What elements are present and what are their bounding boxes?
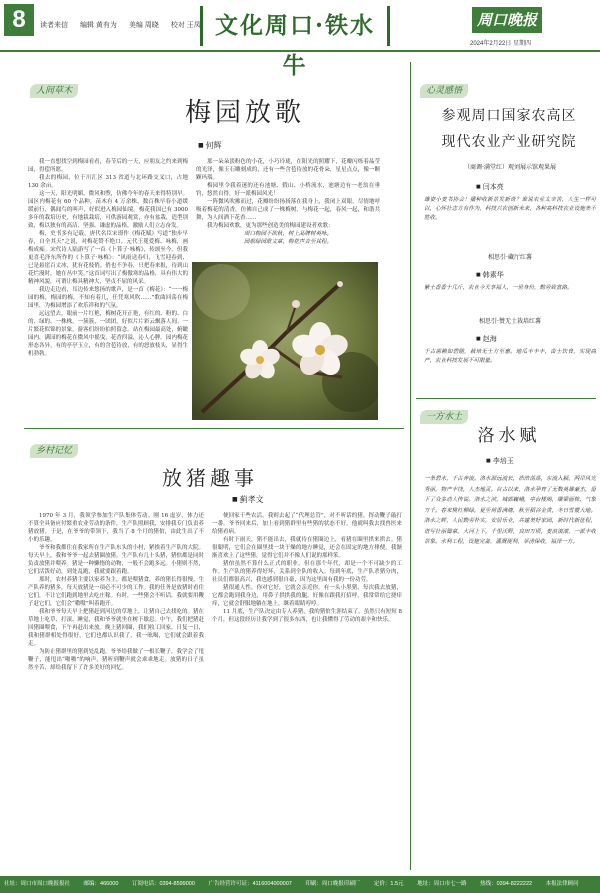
section-tag-art1: 人间草木 bbox=[30, 84, 78, 98]
article-body-fangzhu-col1: 1970 年 3 月，我领学参加生产队集体劳动。刚 16 虚岁，体力还不算全具备应付繁重农业劳动的条件，生产队照顾我，安排我专门负责养猪放猪。于是，在爷爷的带领下，我当了 8 个月的猪倌，由此生出了不小的乐趣。 爷爷和我都住在我家所在生产队东头的小村，紧挨着生产队的大院。每天早上，我和爷爷一起去猪圈放猪。生产队有几十头猪，猪倌都是同时负责放猪并喂养。猪是一种懒惰的动物，一般不会跑多远。小猪则不然，它们活泼好动，到处乱跑，我就要跟着跑。 那时，农村养猪主要以家养为主，都是喂猪食，养的猪长得很慢。生产队养的猪多，每天放猪是一项必不可少的工作。我的任务是放猪时看住它们，不让它们跑到地里去吃庄稼。有时，一些猪会不听话，我就要用鞭子赶它们，它们会“嗷嗷”叫着跑开。 我和爷爷每天早上把猪赶到河边的草地上，让猪自己去找吃的。猪在草地上吃草、打滚、睡觉，我和爷爷就坐在树下歇息。中午，我们把猪赶回猪圈喂食，下午再赶出来放。晚上猪回圈，我们收工回家。日复一日，我和猪群相处得很好，它们也都认识我了，我一吆喝，它们就会跟着我走。 为防止猪群里的猪到处乱跑，爷爷给我做了一根长鞭子，我学会了甩鞭子，能甩出“啪啪”的响声，猪听到鞭声就会乖乖地走。放猪的日子虽然辛苦，却给我留下了许多美好的回忆。 bbox=[28, 513, 204, 671]
article-author-meiyuan: ■ 何辉 bbox=[198, 140, 222, 151]
right-author-2: ■ 韩素华 bbox=[476, 270, 504, 280]
article-poem-meiyuan-line1: 周口梅园不欲秋，树上品牌树英咏。 bbox=[243, 231, 332, 237]
credit-proof: 校对 王凤 bbox=[170, 22, 201, 29]
article-title-meiyuan: 梅园放歌 bbox=[184, 98, 305, 128]
right-title-luoshui: 洛水赋 bbox=[477, 426, 541, 446]
footer-item-0: 社址：周口市周口晚报报社 bbox=[4, 881, 71, 887]
footer-item-2: 订阅电话：0394-8599000 bbox=[131, 881, 195, 887]
credit-designer: 美编 周晓 bbox=[128, 22, 159, 29]
footer-item-3: 广告经营许可证：4116004000007 bbox=[208, 881, 292, 887]
plum-blossom-image bbox=[192, 262, 378, 420]
right-subtitle: （商调·满堂红）观刘展示馆观果展 bbox=[464, 164, 556, 171]
page-header bbox=[0, 0, 600, 79]
right-poem-1: 雄姿小麦书协会！播种收新景发新奇？谁说农业太辛苦，人生一样可以，心怀壮志方有作为，科技兴农创新未来，各种高科技农业设施美不胜收。 bbox=[424, 197, 596, 221]
article-divider bbox=[24, 428, 404, 429]
right-poem-2: 紫土香香十几斤，农业今天享福人，一世身份，勤劳致富路。 bbox=[424, 285, 573, 291]
section-tag-art2: 乡村记忆 bbox=[30, 444, 78, 458]
issue-date: 2024年2月22日 星期四 bbox=[470, 41, 532, 47]
right-author-1: ■ 闫本亮 bbox=[476, 182, 504, 192]
footer-item-1: 邮编：466000 bbox=[83, 881, 119, 887]
credit-editor: 读者来信 bbox=[40, 22, 68, 29]
right-author-luoshui: ■ 李培玉 bbox=[486, 456, 514, 466]
footer-item-6: 地址：周口市七一路 bbox=[417, 881, 467, 887]
right-title-line1: 参观周口国家农高区 bbox=[441, 108, 577, 124]
page-footer bbox=[0, 876, 600, 893]
right-title-line2: 现代农业产业研究院 bbox=[441, 134, 577, 150]
right-poem-luoshui: 一条碧水，千古奔流。洛水源远流长，浩浩荡荡，东流入颍。两岸风光秀丽，物产丰饶，人杰地灵。自古以来，洛水孕育了无数英雄豪杰，留下了众多动人传说。洛水之滨，城郭巍峨，亭台楼阁，雕梁画栋，气象万千。春来桃红柳绿，夏至荷香满塘，秋至稻谷金黄，冬日雪覆大地。洛水之畔，人民勤劳朴实，安居乐业，共建美好家园，新时代新征程，谱写壮丽篇章。大河上下，千里沃野，良田万顷，麦浪滚滚，一派丰收景象。水利工程，设施完备，灌溉便利，旱涝保收，福泽一方。 bbox=[424, 476, 596, 545]
right-author-3: ■ 赵海 bbox=[476, 334, 497, 344]
footer-item-5: 定价：1.5元 bbox=[373, 881, 404, 887]
article-body-meiyuan-col1: 我一直想找空到梅园看看，春节后的一天，应朋友之约来到梅园，得偿所愿。 我去的梅园，位于川汇区 313 省道与北环路交叉口，占地 130 余亩。 这一天，阳光明媚，微风和煦，仿佛今年的春天来得特别早。园区内梅花有 60 个品种，苗木有 4 万余株，数百株早春小道缓缓前行，偶闻鸟的叫声，好似进入梅园仙境。梅花我国已有 3000 多年的栽培历史，有地栽栽培，可供游园观赏，亦有盆栽，造型别致，梅以独有的高洁、坚强、谦虚的品格，激励人们立志奋发。 梅，史书多有记载。唐代名臣宋璟作《梅花赋》写道“独步早春，自全其天”之说，对梅花赞不绝口。元代王冕爱梅、咏梅，画梅成痴。宋代诗人陆游写了一首《卜算子·咏梅》，传颂至今。但我更喜毛泽东所作的《卜算子·咏梅》：“风雨送春归，飞雪迎春到，已是悬崖百丈冰，犹有花枝俏。俏也不争春，只把春来报，待到山花烂漫时，她在丛中笑。”这首词写出了梅傲寒的品格，具有伟大的精神风貌，可谓让梅具精神大，坚贞不屈的风采。 我边走边看，耳边传来悠扬的歌声，是一首《梅花》：“一一梅园的梅，梅园的梅，不知有着几，任凭寒风吹……”歌曲回荡在梅园里，为梅园增添了欢乐祥和的气氛。 远远望去，眼前一片红艳，梅树花开正艳，有红的、粉的、白的、绿的，一株株，一簇簇，一团团，好似片片彩云飘落人间。一片繁花似锦的景象，游客们纷纷拍照留念。站在梅园最高处，俯瞰园内，满园的梅花在微风中摇曳，花香四溢，沁人心脾。园内梅花形态各异，有的亭亭玉立，有的含苞待放，有的怒放枝头，显得生机勃勃。 bbox=[28, 159, 188, 357]
right-sign-1: 相思引·藏厅红薯 bbox=[488, 254, 532, 261]
editor-credits bbox=[40, 20, 211, 30]
right-sign-2: 相思引·赞无土栽培红薯 bbox=[479, 318, 541, 325]
credit-editor2: 编辑 黄有为 bbox=[79, 22, 117, 29]
section-title: 文化周口·铁水牛 bbox=[200, 6, 390, 46]
article-author-fangzhu: ■ 蓟孝文 bbox=[232, 494, 264, 505]
footer-item-8: 本报法律顾问 bbox=[545, 881, 579, 887]
article-poem-meiyuan-line2: 园歌绿园歌文章，梅花声音至其程。 bbox=[243, 239, 332, 245]
article-body-meiyuan-col2: 那一朵朵淡粉色的小花，小巧玲珑，在阳光的照耀下，花瓣闪烁着晶莹的光泽，像玉石雕刻成的，还有一些含苞待放的花骨朵，星星点点，像一颗颗玛瑙。 梅园里令我着迷的还有池塘、假山、小桥流水，池塘边有一老翁在垂钓，悠然自得，好一派梅园风光！ 一阵微风吹拂而过，花瓣纷纷扬扬落在我身上，我闭上双眼，尽情地呼吸着梅花的清香，仿佛自己成了一株梅树，与梅花一起，春风一起，和谐共舞，为人间洒下花香…… 我为梅园欢歌，更为那些创造美的梅园建设者欢歌： 周口梅园不欲秋，树上品牌树英咏。 园歌绿园歌文章，梅花声音至其程。 bbox=[196, 159, 380, 245]
header-rule bbox=[0, 50, 600, 52]
newspaper-logo: 周口晚报 bbox=[472, 7, 542, 33]
section-tag-right1: 心灵感悟 bbox=[420, 84, 468, 98]
article-body-fangzhu-col2: 便回家干些农活，我则去起了“代理总管”，对不听话的猪，挥动鞭子敲打一番。爷爷回来后，加上看到猪群里有些猪的状态不好，他就叫我去找兽医来给猪看病。 有时下雨天，猪不能出去，我就待在猪圈边上，看猪在圈里拱来拱去。猪很聪明，它们会在圈里找一块干燥的地方睡觉，还会在固定的地方排便。我渐渐喜欢上了这些猪，觉得它们并不像人们说的那样笨。 猪倌虽然不算什么正式的职业，但在那个年代，却是一个不可缺少的工作。生产队的猪养得好坏，关系到全队的收入。每到年底，生产队杀猪分肉，社员们都很高兴，我也感到很自豪，因为这里面有我的一份功劳。 猪很通人性，你对它好，它就会亲近你。有一头小黑猪，每次我去放猪，它都会跑到我身边，用鼻子拱拱我的腿，好像在跟我打招呼。我常常给它挠痒痒，它就会舒服地躺在地上，眯着眼睛哼哼。 11 月底，生产队决定由专人养猪，我的猪倌生涯结束了。虽然只有短短 8 个月，但这段经历让我学到了很多东西，也让我懂得了劳动的艰辛和快乐。 bbox=[212, 513, 402, 623]
right-poem-3: 千古需赖如碧随，栽培无土方至惠。地瓜丰丰丰，苗土饮食，实现高产，农业科技发展不可限量。 bbox=[424, 349, 596, 364]
footer-item-4: 印刷：周口晚报印刷厂 bbox=[305, 881, 361, 887]
article-title-fangzhu: 放猪趣事 bbox=[162, 466, 258, 490]
plum-blossom-photo bbox=[192, 262, 378, 420]
section-tag-right2: 一方水土 bbox=[420, 410, 468, 424]
right-divider bbox=[416, 398, 596, 399]
footer-item-7: 热线：0394-8222222 bbox=[480, 881, 533, 887]
column-divider bbox=[410, 62, 411, 870]
page-number: 8 bbox=[4, 4, 34, 36]
